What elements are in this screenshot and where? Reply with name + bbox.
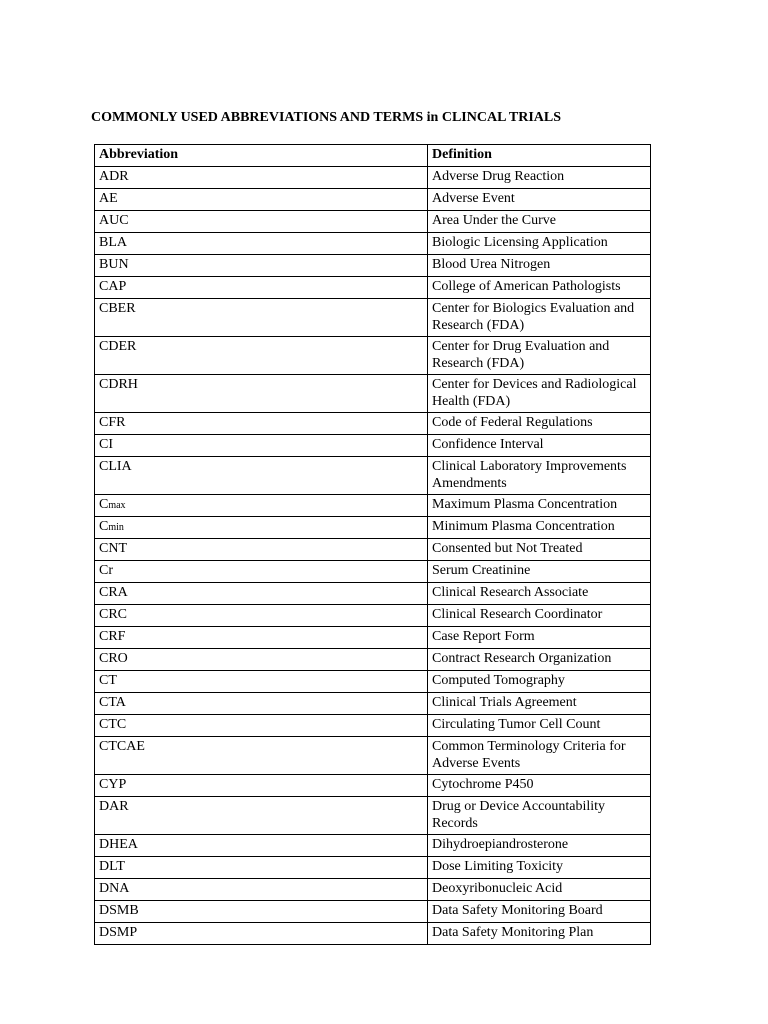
definition-cell: Adverse Drug Reaction bbox=[428, 167, 651, 189]
abbreviation-text: CRC bbox=[99, 607, 128, 622]
abbreviation-cell bbox=[95, 901, 428, 923]
abbreviation-cell bbox=[95, 671, 428, 693]
definition-cell: Clinical Research Coordinator bbox=[428, 605, 651, 627]
abbreviation-cell bbox=[95, 457, 428, 495]
abbreviation-text: ADR bbox=[99, 169, 129, 184]
abbreviation-text: CDER bbox=[99, 339, 137, 354]
abbreviation-subscript: max bbox=[108, 500, 126, 511]
table-row bbox=[95, 835, 651, 857]
abbreviation-cell bbox=[95, 495, 428, 517]
abbreviation-text: CRA bbox=[99, 585, 128, 600]
abbreviation-text: CTA bbox=[99, 695, 126, 710]
table-body bbox=[95, 167, 651, 945]
definition-cell: Data Safety Monitoring Plan bbox=[428, 923, 651, 945]
table-row bbox=[95, 277, 651, 299]
table-row bbox=[95, 255, 651, 277]
abbreviation-text: BUN bbox=[99, 257, 129, 272]
table-row bbox=[95, 233, 651, 255]
table-row bbox=[95, 775, 651, 797]
abbreviation-text: CNT bbox=[99, 541, 127, 556]
header-definition: Definition bbox=[428, 145, 651, 167]
definition-cell: Confidence Interval bbox=[428, 435, 651, 457]
abbreviation-text: C bbox=[99, 497, 109, 512]
table-row bbox=[95, 797, 651, 835]
abbreviation-cell bbox=[95, 255, 428, 277]
abbreviation-text: AUC bbox=[99, 213, 129, 228]
abbreviation-text: DNA bbox=[99, 881, 130, 896]
abbreviation-text: CTCAE bbox=[99, 739, 145, 754]
table-row bbox=[95, 901, 651, 923]
abbreviation-cell bbox=[95, 775, 428, 797]
abbreviation-cell bbox=[95, 517, 428, 539]
abbreviation-text: AE bbox=[99, 191, 118, 206]
abbreviation-text: CTC bbox=[99, 717, 127, 732]
definition-cell: Computed Tomography bbox=[428, 671, 651, 693]
abbreviation-text: CAP bbox=[99, 279, 127, 294]
abbreviation-cell bbox=[95, 299, 428, 337]
abbreviation-text: CBER bbox=[99, 301, 136, 316]
table-row bbox=[95, 375, 651, 413]
table-header-row bbox=[95, 145, 651, 167]
definition-cell: Common Terminology Criteria for Adverse Events bbox=[428, 737, 651, 775]
table-row bbox=[95, 649, 651, 671]
abbreviation-cell bbox=[95, 435, 428, 457]
abbreviation-subscript: min bbox=[108, 522, 124, 533]
table-row bbox=[95, 671, 651, 693]
abbreviation-text: CT bbox=[99, 673, 117, 688]
definition-cell: Case Report Form bbox=[428, 627, 651, 649]
definition-cell: Contract Research Organization bbox=[428, 649, 651, 671]
definition-cell: Maximum Plasma Concentration bbox=[428, 495, 651, 517]
definition-cell: Dihydroepiandrosterone bbox=[428, 835, 651, 857]
definition-cell: Clinical Research Associate bbox=[428, 583, 651, 605]
abbreviation-text: Cr bbox=[99, 563, 113, 578]
abbreviation-text: CYP bbox=[99, 777, 127, 792]
abbreviation-cell bbox=[95, 923, 428, 945]
definition-cell: Clinical Laboratory Improvements Amendments bbox=[428, 457, 651, 495]
table-row bbox=[95, 167, 651, 189]
table-row bbox=[95, 693, 651, 715]
definition-cell: Drug or Device Accountability Records bbox=[428, 797, 651, 835]
abbreviation-cell bbox=[95, 413, 428, 435]
abbreviation-cell bbox=[95, 649, 428, 671]
abbreviation-cell bbox=[95, 561, 428, 583]
table-row bbox=[95, 715, 651, 737]
definition-cell: Dose Limiting Toxicity bbox=[428, 857, 651, 879]
page-title: COMMONLY USED ABBREVIATIONS AND TERMS in CLINCAL TRIALS bbox=[91, 110, 562, 125]
table-row bbox=[95, 413, 651, 435]
definition-cell: Center for Biologics Evaluation and Research (FDA) bbox=[428, 299, 651, 337]
abbreviation-cell bbox=[95, 277, 428, 299]
abbreviation-cell bbox=[95, 233, 428, 255]
definition-cell: Cytochrome P450 bbox=[428, 775, 651, 797]
table-row bbox=[95, 435, 651, 457]
abbreviation-text: CRF bbox=[99, 629, 126, 644]
table-row bbox=[95, 539, 651, 561]
table-row bbox=[95, 189, 651, 211]
abbreviation-text: DLT bbox=[99, 859, 125, 874]
table-row bbox=[95, 457, 651, 495]
table-row bbox=[95, 605, 651, 627]
definition-cell: Adverse Event bbox=[428, 189, 651, 211]
abbreviation-cell bbox=[95, 737, 428, 775]
table-row bbox=[95, 299, 651, 337]
abbreviations-table bbox=[94, 144, 651, 945]
definition-cell: Biologic Licensing Application bbox=[428, 233, 651, 255]
table-row bbox=[95, 857, 651, 879]
abbreviation-cell bbox=[95, 211, 428, 233]
abbreviation-cell bbox=[95, 583, 428, 605]
table-row bbox=[95, 923, 651, 945]
definition-cell: Code of Federal Regulations bbox=[428, 413, 651, 435]
definition-cell: Consented but Not Treated bbox=[428, 539, 651, 561]
table-row bbox=[95, 495, 651, 517]
definition-cell: College of American Pathologists bbox=[428, 277, 651, 299]
definition-cell: Center for Devices and Radiological Health (FDA) bbox=[428, 375, 651, 413]
definition-cell: Blood Urea Nitrogen bbox=[428, 255, 651, 277]
definition-cell: Minimum Plasma Concentration bbox=[428, 517, 651, 539]
definition-cell: Deoxyribonucleic Acid bbox=[428, 879, 651, 901]
abbreviation-cell bbox=[95, 857, 428, 879]
abbreviation-cell bbox=[95, 797, 428, 835]
header-abbreviation: Abbreviation bbox=[95, 145, 428, 167]
abbreviation-cell bbox=[95, 835, 428, 857]
abbreviation-cell bbox=[95, 189, 428, 211]
abbreviation-text: CI bbox=[99, 437, 113, 452]
abbreviation-text: C bbox=[99, 519, 109, 534]
definition-cell: Data Safety Monitoring Board bbox=[428, 901, 651, 923]
abbreviation-cell bbox=[95, 167, 428, 189]
abbreviation-text: DSMB bbox=[99, 903, 139, 918]
abbreviation-text: DSMP bbox=[99, 925, 138, 940]
definition-cell: Circulating Tumor Cell Count bbox=[428, 715, 651, 737]
abbreviation-cell bbox=[95, 879, 428, 901]
table-row bbox=[95, 211, 651, 233]
abbreviation-cell bbox=[95, 627, 428, 649]
abbreviation-text: DAR bbox=[99, 799, 129, 814]
definition-cell: Clinical Trials Agreement bbox=[428, 693, 651, 715]
abbreviation-text: DHEA bbox=[99, 837, 138, 852]
table-row bbox=[95, 879, 651, 901]
abbreviation-cell bbox=[95, 337, 428, 375]
abbreviation-text: CFR bbox=[99, 415, 126, 430]
abbreviation-cell bbox=[95, 693, 428, 715]
table-row bbox=[95, 583, 651, 605]
abbreviation-cell bbox=[95, 715, 428, 737]
definition-cell: Area Under the Curve bbox=[428, 211, 651, 233]
table-row bbox=[95, 337, 651, 375]
definition-cell: Center for Drug Evaluation and Research (FDA) bbox=[428, 337, 651, 375]
abbreviation-text: CLIA bbox=[99, 459, 132, 474]
abbreviation-cell bbox=[95, 539, 428, 561]
abbreviation-cell bbox=[95, 605, 428, 627]
definition-cell: Serum Creatinine bbox=[428, 561, 651, 583]
abbreviation-text: CDRH bbox=[99, 377, 138, 392]
table-row bbox=[95, 737, 651, 775]
abbreviation-text: BLA bbox=[99, 235, 127, 250]
table-row bbox=[95, 627, 651, 649]
table-row bbox=[95, 517, 651, 539]
abbreviation-cell bbox=[95, 375, 428, 413]
table-row bbox=[95, 561, 651, 583]
abbreviation-text: CRO bbox=[99, 651, 128, 666]
